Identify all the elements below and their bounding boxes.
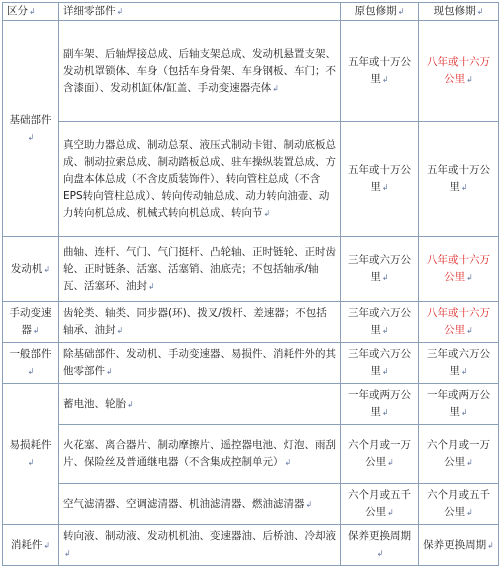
table-row xyxy=(3,425,499,484)
cell-end-mark-icon: ↲ xyxy=(116,326,124,335)
cell-end-mark-icon: ↲ xyxy=(376,549,384,558)
cell-end-mark-icon: ↲ xyxy=(106,367,113,376)
cell-end-mark-icon: ↲ xyxy=(381,367,389,376)
cell-end-mark-icon: ↲ xyxy=(466,326,473,335)
cell-end-mark-icon: ↲ xyxy=(466,508,473,517)
parts-cell: 火花塞、离合器片、制动摩擦片、遥控器电池、灯泡、雨刮片、保险丝及普通继电器（不含集成控制单元）↲ xyxy=(59,425,341,484)
cell-end-mark-icon: ↲ xyxy=(27,458,35,467)
cell-end-mark-icon: ↲ xyxy=(381,183,389,192)
current-warranty-cell-extended: 八年或十六万公里↲ xyxy=(419,302,499,343)
cell-end-mark-icon: ↲ xyxy=(387,458,394,467)
original-warranty-cell: 六个月或一万公里↲ xyxy=(341,425,419,484)
cell-end-mark-icon: ↲ xyxy=(381,75,389,84)
table-row xyxy=(3,237,499,302)
category-cell-consumables: 消耗件↲ xyxy=(3,525,59,566)
cell-end-mark-icon: ↲ xyxy=(263,208,271,218)
header-original-warranty: 原包修期↲ xyxy=(341,3,419,21)
parts-cell: 空气滤清器、空调滤清器、机油滤清器、燃油滤清器↲ xyxy=(59,484,341,525)
current-warranty-cell: 六个月或一万公里↲ xyxy=(419,425,499,484)
cell-end-mark-icon: ↲ xyxy=(466,458,473,467)
table-row xyxy=(3,343,499,384)
cell-end-mark-icon: ↲ xyxy=(127,399,134,409)
header-category: 区分↲ xyxy=(3,3,59,21)
original-warranty-cell: 六个月或五千公里↲ xyxy=(341,484,419,525)
cell-end-mark-icon: ↲ xyxy=(381,273,389,282)
cell-end-mark-icon: ↲ xyxy=(27,132,35,142)
current-warranty-cell: 五年或十万公里↲ xyxy=(419,122,499,237)
cell-end-mark-icon: ↲ xyxy=(43,264,51,274)
current-warranty-cell: 三年或六万公里↲ xyxy=(419,343,499,384)
table-row xyxy=(3,384,499,425)
parts-cell: 除基础部件、发动机、手动变速器、易损件、消耗件外的其他零部件↲ xyxy=(59,343,341,384)
cell-end-mark-icon: ↲ xyxy=(272,83,279,93)
cell-end-mark-icon: ↲ xyxy=(466,75,473,84)
cell-end-mark-icon: ↲ xyxy=(116,7,124,16)
table-row xyxy=(3,302,499,343)
cell-end-mark-icon: ↲ xyxy=(29,7,36,16)
cell-end-mark-icon: ↲ xyxy=(387,508,394,517)
cell-end-mark-icon: ↲ xyxy=(466,273,473,282)
current-warranty-cell: 保养更换周期↲ xyxy=(419,525,499,566)
parts-cell: 转向液、制动液、发动机机油、变速器油、后桥油、冷却液↲ xyxy=(59,525,341,566)
parts-cell: 副车架、后轴焊接总成、后轴支架总成、发动机悬置支架、发动机罩锁体、车身（包括车身骨架、车身钢板、车门；不含漆面）、发动机缸体/缸盖、手动变速器壳体↲ xyxy=(59,21,341,122)
cell-end-mark-icon: ↲ xyxy=(148,281,155,291)
original-warranty-cell: 三年或六万公里↲ xyxy=(341,237,419,302)
table-header-row xyxy=(3,3,499,21)
original-warranty-cell: 保养更换周期↲ xyxy=(341,525,419,566)
original-warranty-cell: 五年或十万公里↲ xyxy=(341,21,419,122)
parts-cell: 齿轮类、轴类、同步器(环)、拨叉/拨杆、差速器；不包括轴承、油封↲ xyxy=(59,302,341,343)
cell-end-mark-icon: ↲ xyxy=(476,7,484,16)
table-row xyxy=(3,484,499,525)
table-row xyxy=(3,21,499,122)
original-warranty-cell: 三年或六万公里↲ xyxy=(341,302,419,343)
category-cell-basic-parts: 基础部件↲ xyxy=(3,21,59,237)
cell-end-mark-icon: ↲ xyxy=(397,7,405,16)
current-warranty-cell: 六个月或五千公里↲ xyxy=(419,484,499,525)
cell-end-mark-icon: ↲ xyxy=(64,549,71,558)
current-warranty-cell: 一年或两万公里↲ xyxy=(419,384,499,425)
cell-end-mark-icon: ↲ xyxy=(381,408,389,417)
category-cell-manual-transmission: 手动变速器↲ xyxy=(3,302,59,343)
table-row xyxy=(3,122,499,237)
cell-end-mark-icon: ↲ xyxy=(460,408,468,417)
warranty-table xyxy=(2,2,499,566)
original-warranty-cell: 三年或六万公里↲ xyxy=(341,343,419,384)
table-row xyxy=(3,525,499,566)
original-warranty-cell: 一年或两万公里↲ xyxy=(341,384,419,425)
cell-end-mark-icon: ↲ xyxy=(487,540,494,550)
cell-end-mark-icon: ↲ xyxy=(305,499,313,509)
parts-cell: 曲轴、连杆、气门、气门挺杆、凸轮轴、正时链轮、正时齿轮、正时链条、活塞、活塞销、油底壳；不包括轴承/轴瓦、活塞环、油封↲ xyxy=(59,237,341,302)
cell-end-mark-icon: ↲ xyxy=(284,458,292,467)
cell-end-mark-icon: ↲ xyxy=(381,326,389,335)
header-parts: 详细零部件↲ xyxy=(59,3,341,21)
cell-end-mark-icon: ↲ xyxy=(43,540,51,550)
parts-cell: 真空助力器总成、制动总泵、液压式制动卡钳、制动底板总成、制动拉索总成、制动踏板总成、驻车操纵装置总成、方向盘本体总成（不含皮质装饰件）、转向管柱总成（不含EPS转向管柱总成）、转向传动轴总成、动力转向油壶、动力转向机总成、机械式转向机总成、转向节↲ xyxy=(59,122,341,237)
current-warranty-cell-extended: 八年或十六万公里↲ xyxy=(419,21,499,122)
current-warranty-cell-extended: 八年或十六万公里↲ xyxy=(419,237,499,302)
cell-end-mark-icon: ↲ xyxy=(32,326,40,335)
category-cell-general-parts: 一般部件↲ xyxy=(3,343,59,384)
cell-end-mark-icon: ↲ xyxy=(460,367,468,376)
category-cell-engine: 发动机↲ xyxy=(3,237,59,302)
category-cell-wear-parts: 易损耗件↲ xyxy=(3,384,59,525)
cell-end-mark-icon: ↲ xyxy=(27,367,35,376)
original-warranty-cell: 五年或十万公里↲ xyxy=(341,122,419,237)
header-current-warranty: 现包修期↲ xyxy=(419,3,499,21)
cell-end-mark-icon: ↲ xyxy=(460,183,468,192)
parts-cell: 蓄电池、轮胎↲ xyxy=(59,384,341,425)
